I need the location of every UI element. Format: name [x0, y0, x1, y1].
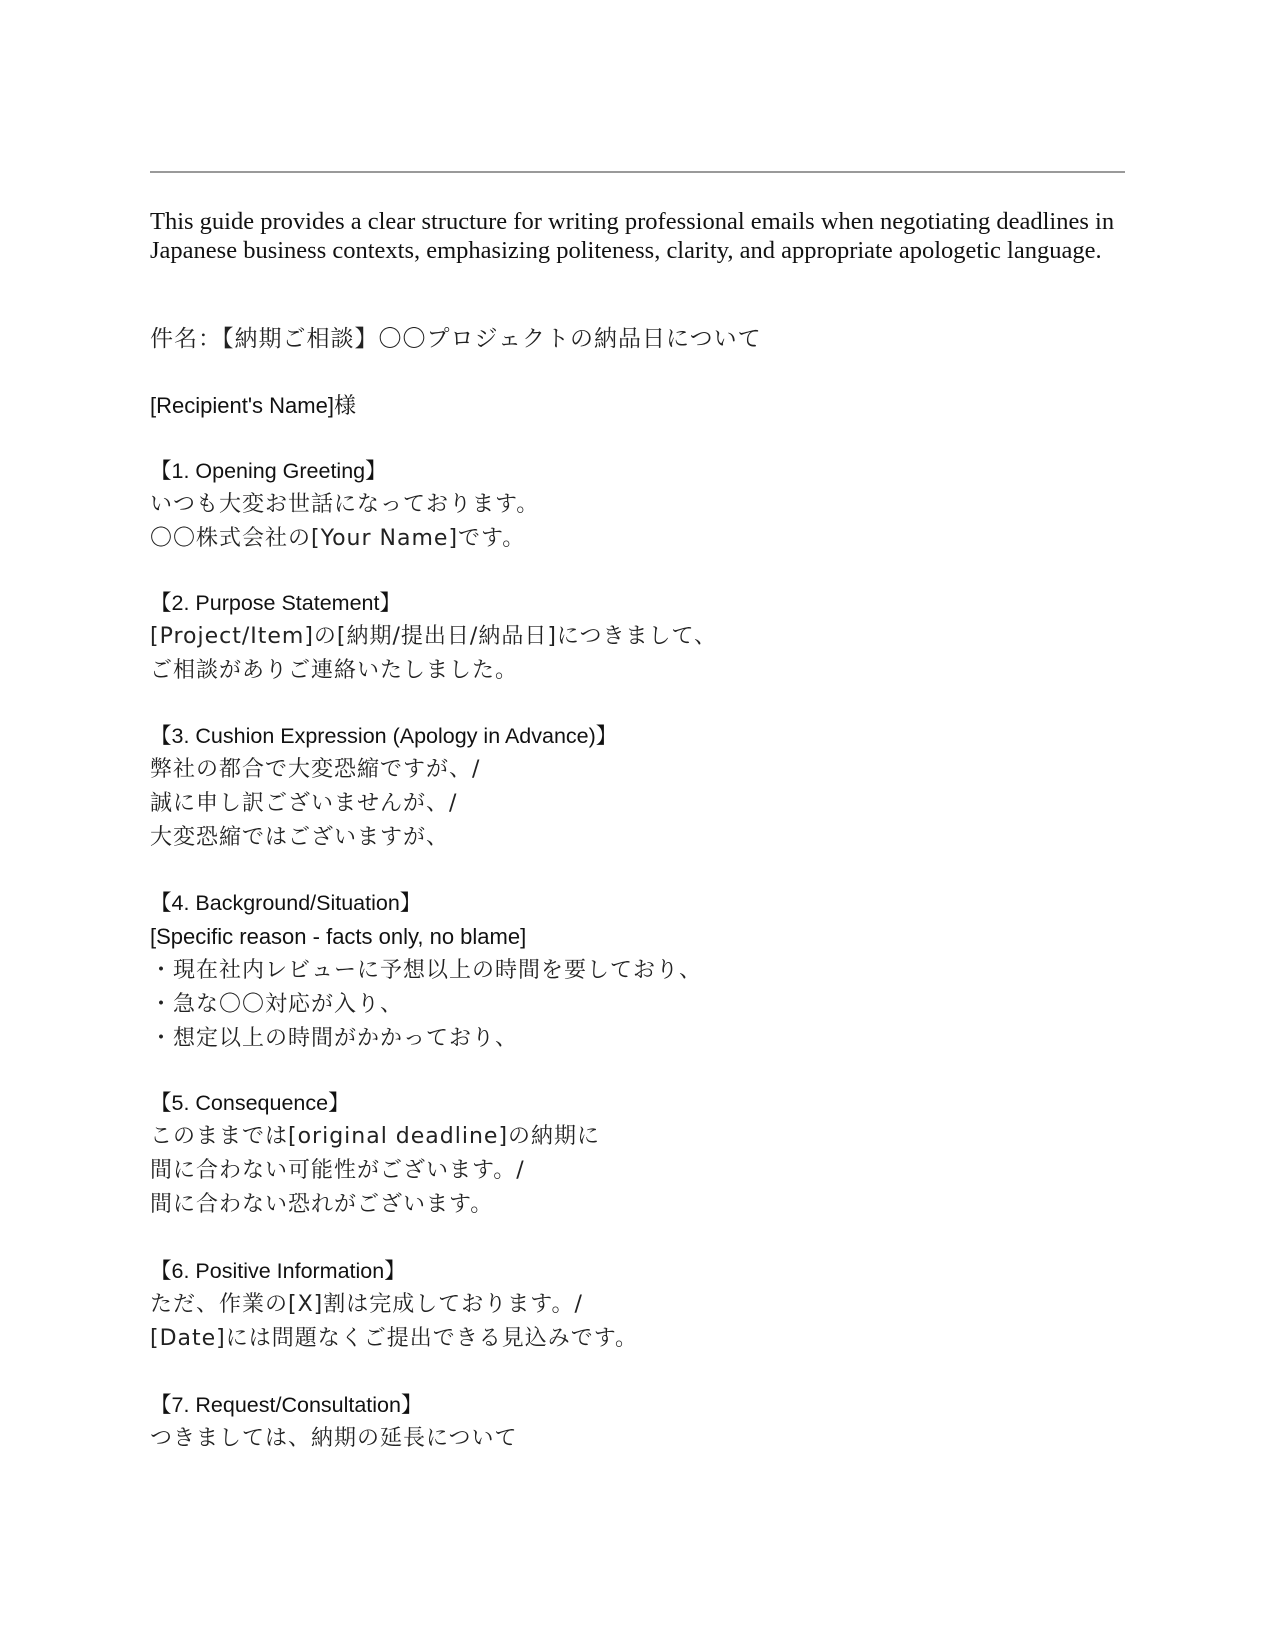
section-heading: 【2. Purpose Statement】: [150, 591, 401, 615]
section-consequence: [150, 1086, 1130, 1222]
section-purpose-statement: [150, 586, 1130, 688]
section-heading: 【7. Request/Consultation】: [150, 1393, 423, 1417]
template-line: 弊社の都合で大変恐縮ですが、/: [150, 757, 481, 782]
template-line: ・想定以上の時間がかかっており、: [150, 1026, 519, 1051]
section-positive-information: [150, 1254, 1130, 1356]
section-request-consultation: [150, 1388, 1130, 1456]
template-line: いつも大変お世話になっております。: [150, 492, 540, 517]
horizontal-rule: [150, 171, 1125, 173]
template-line: 大変恐縮ではございますが、: [150, 825, 450, 850]
template-line: ただ、作業の[X]割は完成しております。/: [150, 1292, 583, 1317]
section-heading: 【1. Opening Greeting】: [150, 459, 387, 483]
email-subject-line: 件名：【納期ご相談】〇〇プロジェクトの納品日について: [150, 326, 762, 352]
template-line: つきましては、納期の延長について: [150, 1426, 518, 1451]
intro-paragraph: This guide provides a clear structure for writing professional emails when negotiating deadlines in Japanese business contexts, emphasizing politeness, clarity, and appropriate apologetic language.: [150, 208, 1115, 264]
template-line: 誠に申し訳ございませんが、/: [150, 791, 458, 816]
section-background-situation: [150, 886, 1130, 1056]
template-line: ご相談がありご連絡いたしました。: [150, 658, 519, 683]
recipient-salutation: [Recipient's Name]様: [150, 393, 356, 418]
section-heading: 【3. Cushion Expression (Apology in Advance)】: [150, 724, 618, 748]
section-heading: 【6. Positive Information】: [150, 1259, 406, 1283]
template-line: 間に合わない恐れがございます。: [150, 1192, 494, 1217]
section-heading: 【4. Background/Situation】: [150, 891, 422, 915]
template-line: ・急な〇〇対応が入り、: [150, 992, 404, 1017]
template-line: このままでは[original deadline]の納期に: [150, 1124, 601, 1149]
template-line: ・現在社内レビューに予想以上の時間を要しており、: [150, 958, 703, 983]
template-line: [Project/Item]の[納期/提出日/納品日]につきまして、: [150, 624, 718, 649]
section-heading: 【5. Consequence】: [150, 1091, 350, 1115]
section-note: [Specific reason - facts only, no blame]: [150, 924, 527, 949]
section-opening-greeting: [150, 454, 1130, 556]
template-line: 間に合わない可能性がございます。/: [150, 1158, 525, 1183]
template-line: 〇〇株式会社の[Your Name]です。: [150, 526, 526, 551]
template-line: [Date]には問題なくご提出できる見込みです。: [150, 1326, 638, 1351]
section-cushion-expression: [150, 719, 1130, 855]
